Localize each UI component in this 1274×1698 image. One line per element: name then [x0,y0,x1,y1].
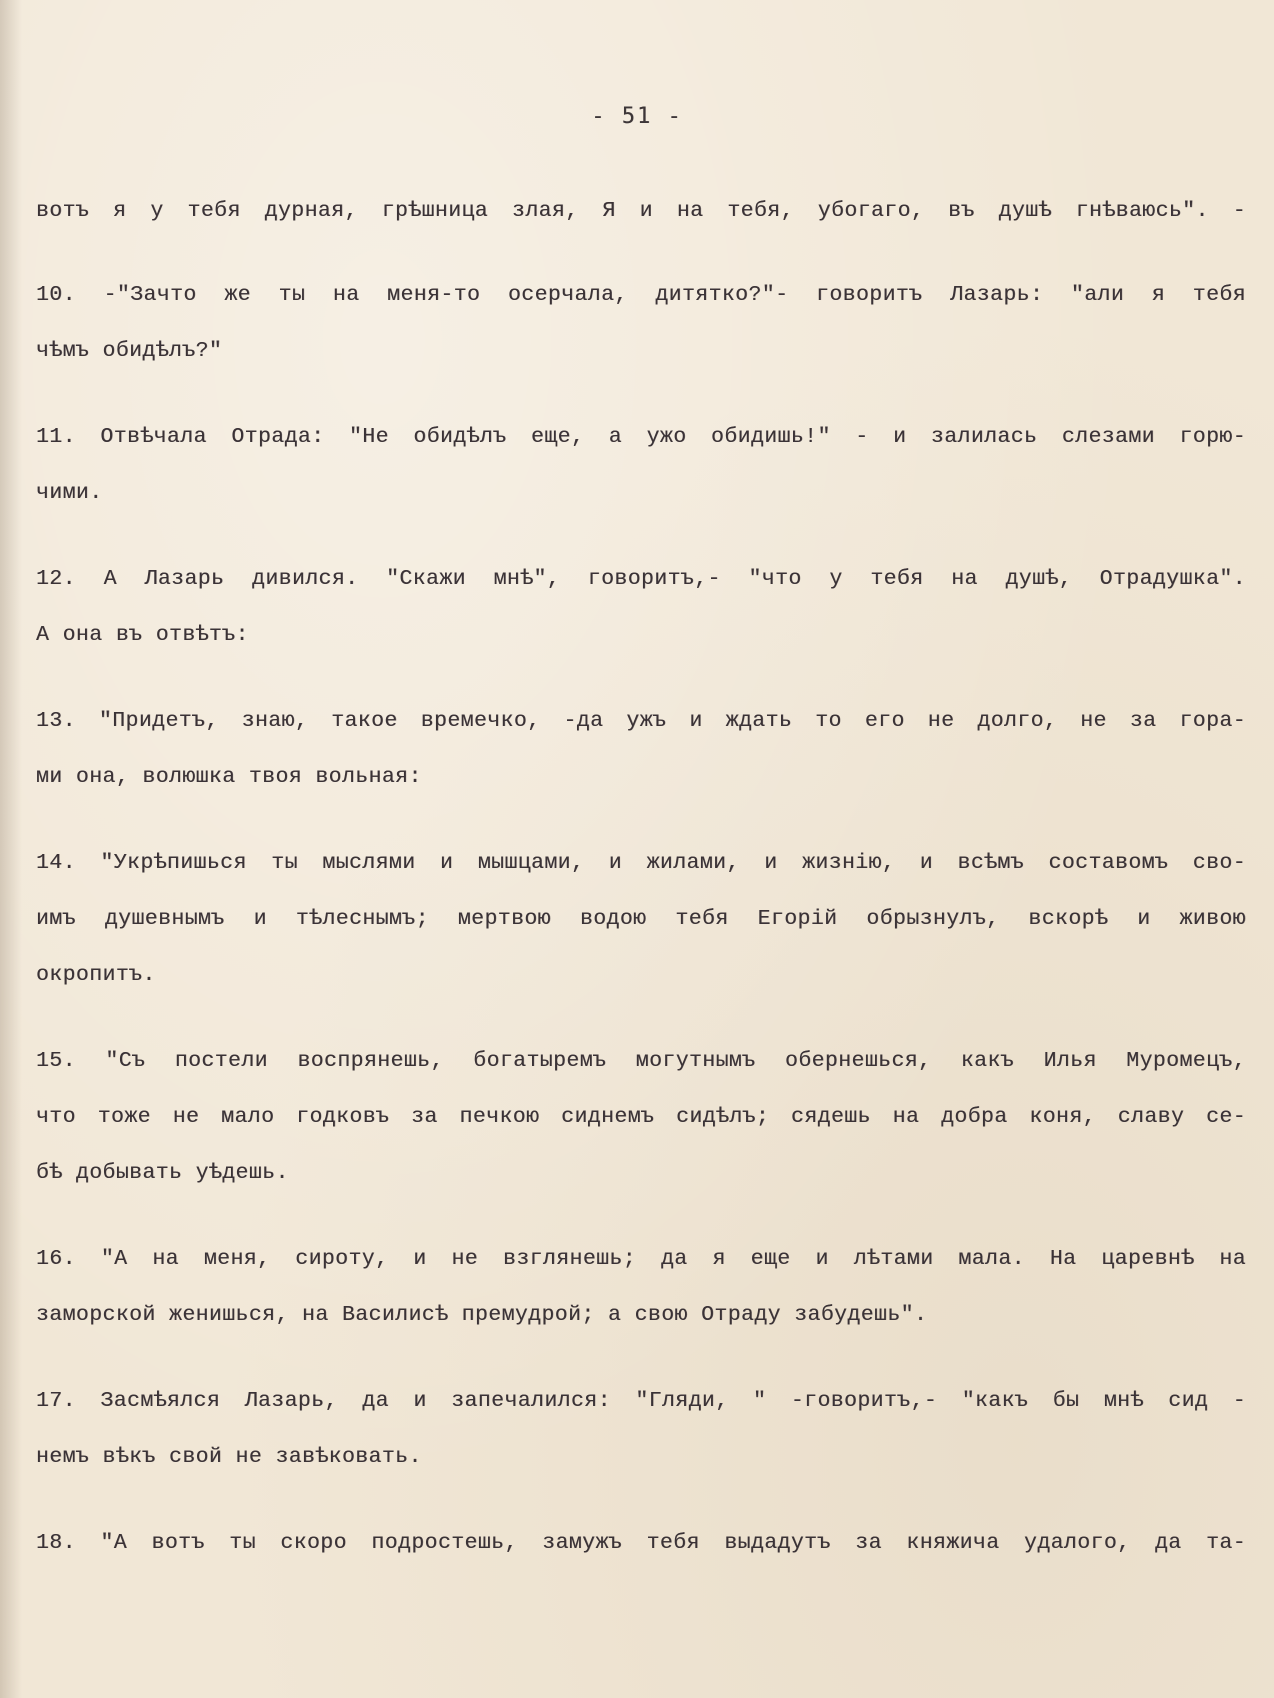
text-line: имъ душевнымъ и тѣлеснымъ; мертвою водою тебя Егорій обрызнулъ, вскорѣ и живою [36,907,1246,931]
text-line: 18. "А вотъ ты скоро подростешь, замужъ тебя выдадутъ за княжича удалого, да та- [36,1531,1246,1555]
text-line: немъ вѣкъ свой не завѣковать. [36,1445,422,1469]
text-line: 11. Отвѣчала Отрада: "Не обидѣлъ еще, а ужо обидишь!" - и залилась слезами горю- [36,425,1246,449]
page-number: - 51 - [591,104,683,129]
text-line: чими. [36,481,103,505]
text-line: 13. "Придетъ, знаю, такое времечко, -да ужъ и ждать то его не долго, не за гора- [36,709,1246,733]
text-line: 17. Засмѣялся Лазарь, да и запечалился: "Гляди, " -говоритъ,- "какъ бы мнѣ сид - [36,1389,1246,1413]
text-line: ми она, волюшка твоя вольная: [36,765,422,789]
text-line: заморской женишься, на Василисѣ премудрой; а свою Отраду забудешь". [36,1303,928,1327]
text-line: чѣмъ обидѣлъ?" [36,339,223,363]
text-line: окропитъ. [36,963,156,987]
text-line: вотъ я у тебя дурная, грѣшница злая, Я и на тебя, убогаго, въ душѣ гнѣваюсь". - [36,199,1246,223]
page-edge-shadow [0,0,22,1698]
text-line: 15. "Съ постели воспрянешь, богатыремъ могутнымъ обернешься, какъ Илья Муромецъ, [36,1049,1246,1073]
text-line: 10. -"Зачто же ты на меня-то осерчала, дитятко?"- говоритъ Лазарь: "али я тебя [36,283,1246,307]
text-line: бѣ добывать уѣдешь. [36,1161,289,1185]
text-line: А она въ отвѣтъ: [36,623,249,647]
text-line: 14. "Укрѣпишься ты мыслями и мышцами, и жилами, и жизнію, и всѣмъ составомъ сво- [36,851,1246,875]
text-line: что тоже не мало годковъ за печкою сиднемъ сидѣлъ; сядешь на добра коня, славу се- [36,1105,1246,1129]
text-line: 12. А Лазарь дивился. "Скажи мнѣ", говоритъ,- "что у тебя на душѣ, Отрадушка". [36,567,1246,591]
text-line: 16. "А на меня, сироту, и не взглянешь; да я еще и лѣтами мала. На царевнѣ на [36,1247,1246,1271]
